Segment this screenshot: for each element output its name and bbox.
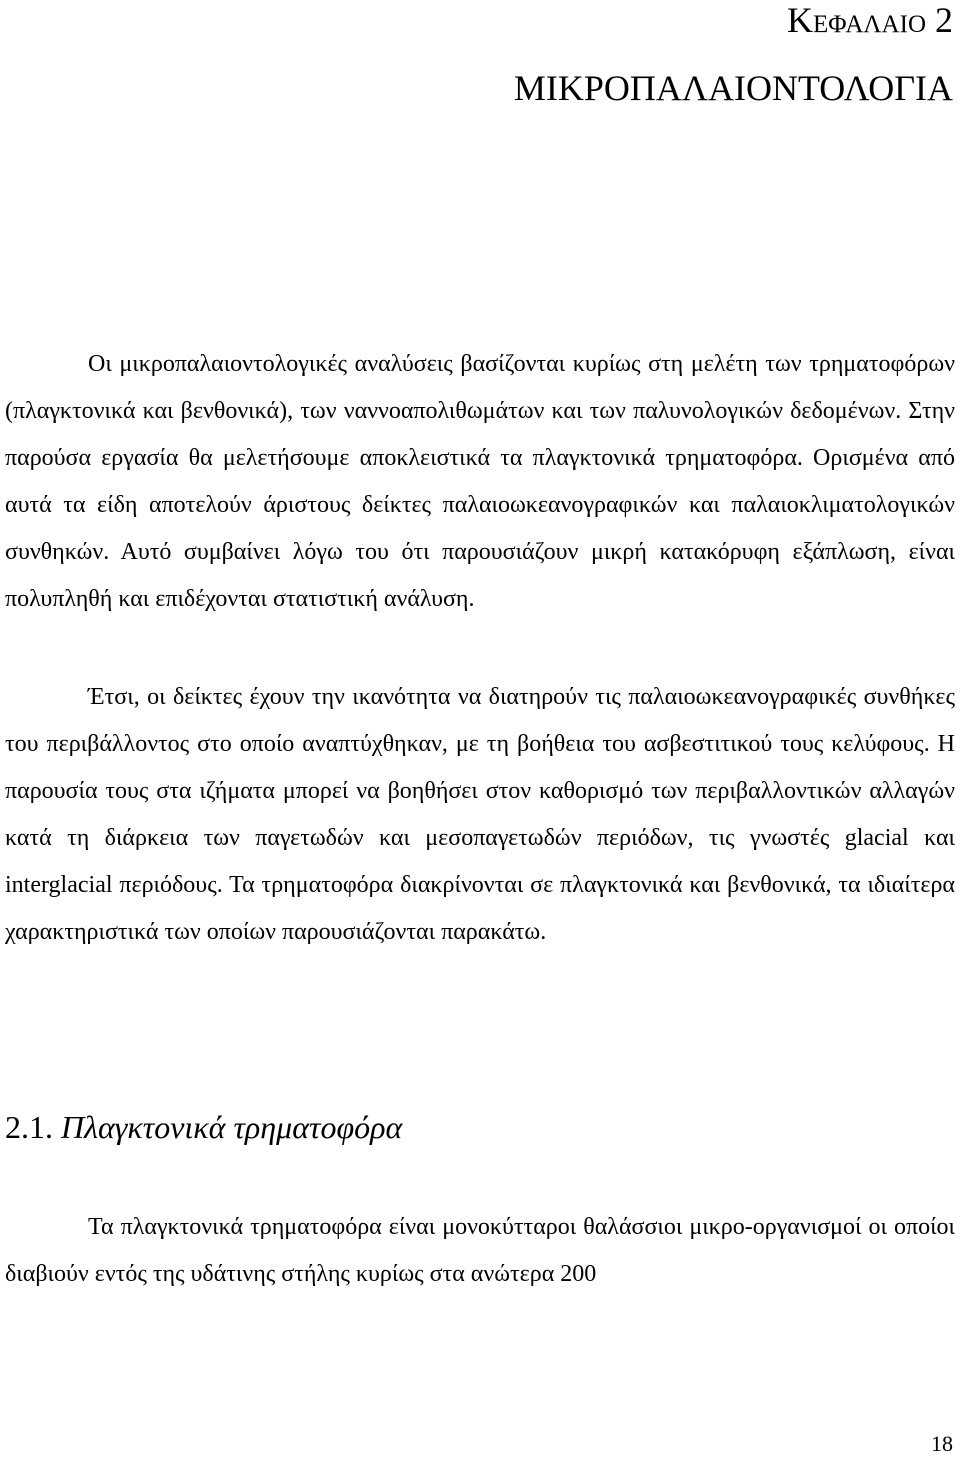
body-paragraph-2: Έτσι, οι δείκτες έχουν την ικανότητα να διατηρούν τις παλαιοωκεανογραφικές συνθήκες του περιβάλλοντος στο οποίο αναπτύχθηκαν, με τη βοήθεια του ασβεστιτικού τους κελύφους. Η παρουσία τους στα ιζήματα μπορεί να βοηθήσει στον καθορισμό των περιβαλλοντικών αλλαγών κατά τη διάρκεια των παγετωδών και μεσοπαγετωδών περιόδων, τις γνωστές glacial και interglacial περιόδους. Τα τρηματοφόρα διακρίνονται σε πλαγκτονικά και βενθονικά, τα ιδιαίτερα χαρακτηριστικά των οποίων παρουσιάζονται παρακάτω. [5,684,955,945]
section-heading [5,1107,402,1147]
chapter-label: Κεφαλαιο 2 [787,0,953,40]
body-paragraph-1: Οι μικροπαλαιοντολογικές αναλύσεις βασίζονται κυρίως στη μελέτη των τρηματοφόρων (πλαγκτονικά και βενθονικά), των ναννοαπολιθωμάτων και των παλυνολογικών δεδομένων. Στην παρούσα εργασία θα μελετήσουμε αποκλειστικά τα πλαγκτονικά τρηματοφόρα. Ορισμένα από αυτά τα είδη αποτελούν άριστους δείκτες παλαιοωκεανογραφικών και παλαιοκλιματολογικών συνθηκών. Αυτό συμβαίνει λόγω του ότι παρουσιάζουν μικρή κατακόρυφη εξάπλωση, είναι πολυπληθή και επιδέχονται στατιστική ανάλυση. [5,351,955,612]
section-title: Πλαγκτονικά τρηματοφόρα [61,1109,403,1145]
page-number: 18 [931,1431,953,1456]
section-number: 2.1. [5,1109,53,1145]
chapter-title: ΜΙΚΡΟΠΑΛΑΙΟΝΤΟΛΟΓΙΑ [513,68,953,108]
section-paragraph: Τα πλαγκτονικά τρηματοφόρα είναι μονοκύτταροι θαλάσσιοι μικρο-οργανισμοί οι οποίοι διαβιούν εντός της υδάτινης στήλης κυρίως στα ανώτερα 200 [5,1214,955,1287]
